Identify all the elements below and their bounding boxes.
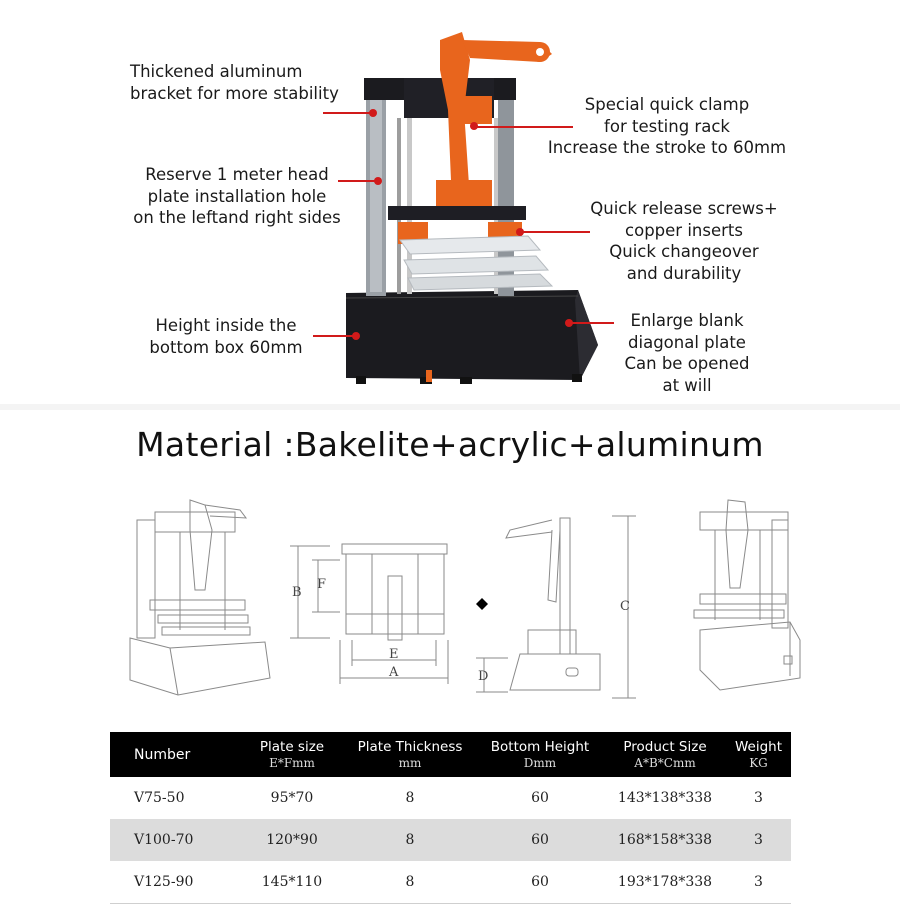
drawing-side-view [476, 516, 636, 698]
callout-height: Height inside the bottom box 60mm [149, 316, 303, 357]
callout-dot-diagonal [565, 319, 573, 327]
callout-dot-clamp [470, 122, 478, 130]
header-plate-thickness: Plate Thickness mm [357, 738, 463, 770]
drawing-isometric-left [130, 500, 270, 695]
callout-dot-bracket [369, 109, 377, 117]
callout-screws: Quick release screws+ copper inserts Quick changeover and durability [590, 199, 778, 283]
dim-letter-b: B [292, 585, 302, 600]
header-number: Number [134, 746, 191, 763]
callout-reserve: Reserve 1 meter head plate installation hole on the leftand right sides [133, 165, 341, 227]
header-product-size: Product Size A*B*Cmm [623, 738, 707, 770]
spec-table [110, 732, 791, 904]
technical-drawings [0, 490, 900, 710]
callout-diagonal: Enlarge blank diagonal plate Can be opened at will [624, 311, 750, 395]
table-row: V125-90 145*110 8 60 193*178*338 3 [110, 861, 791, 904]
material-heading: Material :Bakelite+acrylic+aluminum [136, 425, 764, 464]
callout-line-diagonal [568, 322, 614, 324]
press-plate [388, 206, 526, 220]
fixture-base-box [346, 290, 598, 380]
dim-letter-e: E [389, 647, 399, 662]
callout-clamp: Special quick clamp for testing rack Increase the stroke to 60mm [547, 95, 787, 157]
callout-dot-screws [516, 228, 524, 236]
callout-line-bracket [323, 112, 373, 114]
callout-dot-reserve [374, 177, 382, 185]
callout-line-screws [520, 231, 590, 233]
header-weight: Weight KG [734, 738, 783, 770]
table-header-row [110, 732, 791, 777]
dim-letter-c: C [620, 599, 630, 614]
header-plate-size: Plate size E*Fmm [259, 738, 325, 770]
drawing-isometric-right [694, 500, 800, 690]
table-row: V75-50 95*70 8 60 143*138*338 3 [134, 790, 763, 806]
drawing-front-view [290, 544, 448, 684]
dim-letter-d: D [478, 669, 489, 684]
dim-letter-a: A [389, 665, 399, 680]
dim-letter-f: F [317, 577, 327, 592]
diamond-bullet [476, 598, 488, 610]
callout-bracket: Thickened aluminum bracket for more stability [130, 62, 339, 103]
callout-line-height [313, 335, 356, 337]
callout-dot-height [352, 332, 360, 340]
table-row: V100-70 120*90 8 60 168*158*338 3 [110, 819, 791, 861]
header-bottom-height: Bottom Height Dmm [490, 738, 590, 770]
